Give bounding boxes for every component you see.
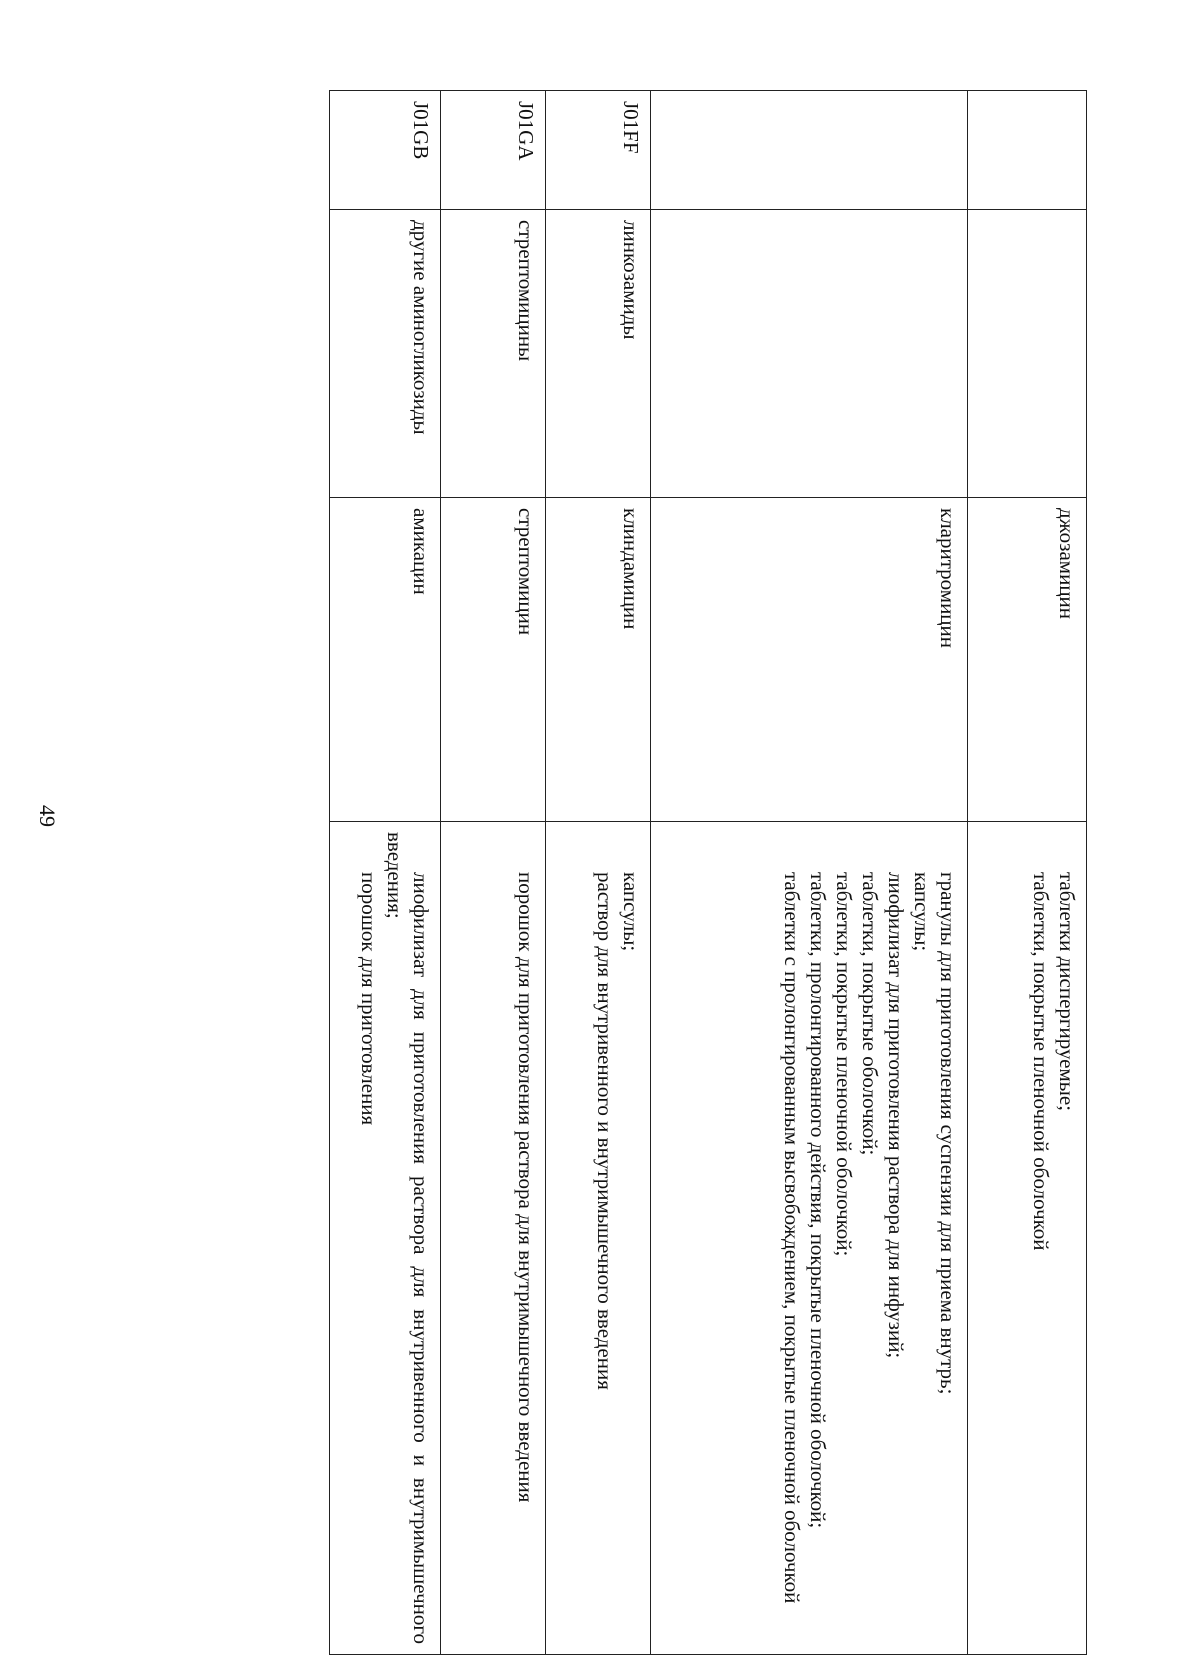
atc-code-cell: J01GB xyxy=(330,91,441,210)
drug-table xyxy=(329,90,1087,1655)
atc-code-cell: J01FF xyxy=(546,91,651,210)
dosage-forms-cell xyxy=(968,822,1087,1655)
table-row xyxy=(441,91,546,1655)
atc-code-cell: J01GA xyxy=(441,91,546,210)
drug-name-cell: амикацин xyxy=(330,498,441,822)
group-cell: стрептомицины xyxy=(441,210,546,498)
dosage-form: таблетки, пролонгированного действия, покрытые пленочной оболочкой; xyxy=(806,872,830,1529)
drug-name-cell: кларитромицин xyxy=(651,498,968,822)
page-number: 49 xyxy=(35,805,60,827)
dosage-forms-cell xyxy=(441,822,546,1655)
dosage-form: раствор для внутривенного и внутримышечного введения xyxy=(593,872,617,1390)
drug-name-cell: джозамицин xyxy=(968,498,1087,822)
group-cell xyxy=(968,210,1087,498)
dosage-form: капсулы; xyxy=(619,872,643,952)
dosage-form: таблетки, покрытые оболочкой; xyxy=(858,872,882,1156)
rotated-page xyxy=(129,90,1087,1644)
dosage-form: таблетки диспергируемые; xyxy=(1055,872,1079,1112)
drug-name-cell: клиндамицин xyxy=(546,498,651,822)
table-row xyxy=(968,91,1087,1655)
group-cell: другие аминогликозиды xyxy=(330,210,441,498)
group-cell xyxy=(651,210,968,498)
table-row xyxy=(651,91,968,1655)
atc-code-cell xyxy=(968,91,1087,210)
dosage-form: таблетки, покрытые пленочной оболочкой; xyxy=(832,872,856,1257)
dosage-form: капсулы; xyxy=(910,872,934,952)
dosage-form: лиофилизат для приготовления раствора для инфузий; xyxy=(884,872,908,1359)
dosage-forms-cell xyxy=(330,822,441,1655)
table-row xyxy=(546,91,651,1655)
dosage-form: гранулы для приготовления суспензии для приема внутрь; xyxy=(936,872,960,1395)
group-cell: линкозамиды xyxy=(546,210,651,498)
dosage-form: порошок для приготовления раствора для внутримышечного введения xyxy=(514,872,538,1503)
dosage-forms-cell xyxy=(651,822,968,1655)
dosage-form: таблетки с пролонгированным высвобождением, покрытые пленочной оболочкой xyxy=(780,872,804,1604)
table-row xyxy=(330,91,441,1655)
dosage-form: порошок для приготовления xyxy=(357,872,381,1126)
atc-code-cell xyxy=(651,91,968,210)
dosage-form: лиофилизат для приготовления раствора для внутривенного и внутримышечного введения; xyxy=(383,832,433,1644)
dosage-form: таблетки, покрытые пленочной оболочкой xyxy=(1029,872,1053,1251)
drug-name-cell: стрептомицин xyxy=(441,498,546,822)
dosage-forms-cell xyxy=(546,822,651,1655)
